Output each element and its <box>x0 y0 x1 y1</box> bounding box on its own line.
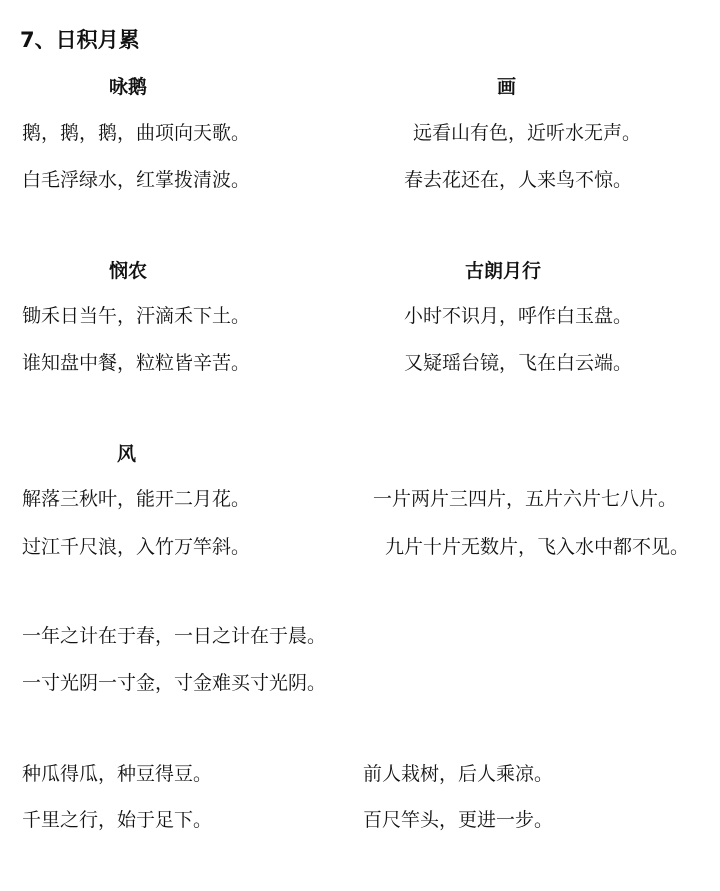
poem-line: 谁知盘中餐，粒粒皆辛苦。 <box>22 352 251 374</box>
saying-line: 一年之计在于春，一日之计在于晨。 <box>22 625 327 647</box>
saying-line: 前人栽树，后人乘凉。 <box>363 763 554 785</box>
poem-line: 小时不识月，呼作白玉盘。 <box>404 305 633 327</box>
poem-line: 鹅，鹅，鹅，曲项向天歌。 <box>22 122 251 144</box>
saying-line: 种瓜得瓜，种豆得豆。 <box>22 763 213 785</box>
poem-line: 解落三秋叶，能开二月花。 <box>22 488 251 510</box>
saying-line: 一寸光阴一寸金，寸金难买寸光阴。 <box>22 672 327 694</box>
poem-line: 白毛浮绿水，红掌拨清波。 <box>22 169 251 191</box>
saying-line: 百尺竿头，更进一步。 <box>363 809 554 831</box>
saying-line: 千里之行，始于足下。 <box>22 809 213 831</box>
poem-line: 远看山有色，近听水无声。 <box>413 122 642 144</box>
poem-title: 古朗月行 <box>465 260 542 282</box>
section-title: 7、日积月累 <box>20 28 140 52</box>
poem-line: 春去花还在，人来鸟不惊。 <box>404 169 633 191</box>
poem-title: 咏鹅 <box>109 76 148 98</box>
extra-line: 一片两片三四片，五片六片七八片。 <box>373 488 678 510</box>
poem-title: 风 <box>117 443 137 465</box>
poem-title: 画 <box>497 76 517 98</box>
poem-line: 锄禾日当午，汗滴禾下土。 <box>22 305 251 327</box>
poem-title: 悯农 <box>109 260 148 282</box>
poem-line: 过江千尺浪，入竹万竿斜。 <box>22 536 251 558</box>
poem-line: 又疑瑶台镜，飞在白云端。 <box>404 352 633 374</box>
extra-line: 九片十片无数片，飞入水中都不见。 <box>385 536 690 558</box>
